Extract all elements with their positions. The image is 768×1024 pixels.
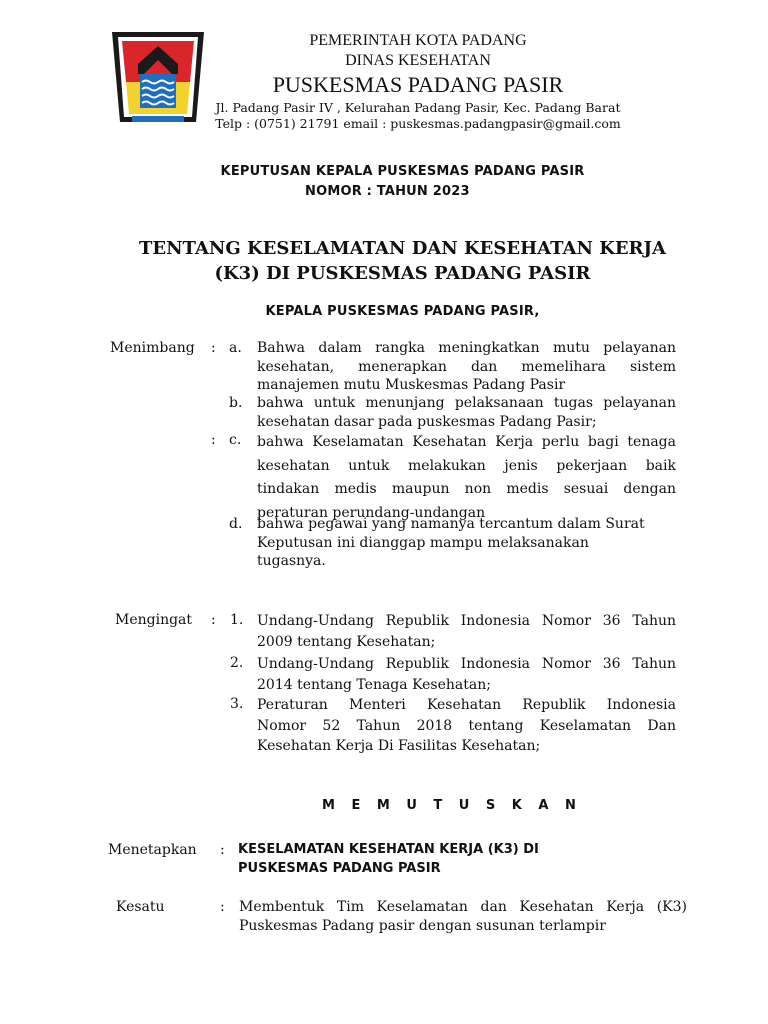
kesatu-colon: : [220, 899, 225, 915]
text-line: 2009 tentang Kesehatan; [257, 633, 436, 650]
decree-number: NOMOR : TAHUN 2023 [305, 184, 470, 199]
kesatu-content [239, 898, 687, 935]
text-line: kesehatan, menerapkan dan memelihara sistem [257, 358, 676, 375]
text-line: kesehatan dasar pada puskesmas Padang Pasir; [257, 413, 597, 430]
text-line: Keputusan ini dianggap mampu melaksanakan [257, 534, 589, 551]
menimbang-item-b [257, 394, 676, 431]
letterhead-line1: PEMERINTAH KOTA PADANG [309, 32, 527, 49]
menimbang-item-d [257, 515, 676, 571]
text-line: Kesehatan Kerja Di Fasilitas Kesehatan; [257, 738, 541, 754]
issuer-heading: KEPALA PUSKESMAS PADANG PASIR, [265, 304, 540, 319]
menimbang-marker-b: b. [229, 395, 243, 411]
mengingat-marker-3: 3. [230, 696, 244, 712]
letterhead-line2: DINAS KESEHATAN [345, 52, 491, 69]
city-logo [110, 30, 206, 128]
letterhead-contact: Telp : (0751) 21791 email : puskesmas.padangpasir@gmail.com [215, 116, 621, 131]
text-line: tugasnya. [257, 553, 326, 569]
text-line: tindakan medis maupun non medis sesuai dengan [257, 481, 676, 497]
menimbang-marker-a: a. [229, 340, 242, 356]
text-line: Membentuk Tim Keselamatan dan Kesehatan Kerja (K3) [239, 899, 687, 915]
decree-title-line2: (K3) DI PUSKESMAS PADANG PASIR [214, 263, 591, 284]
mengingat-item-3 [257, 695, 676, 757]
mengingat-marker-2: 2. [230, 655, 244, 671]
menetapkan-content [238, 840, 539, 878]
menimbang-item-a [257, 339, 676, 395]
text-line: peraturan perundang-undangan [257, 504, 486, 521]
mengingat-colon: : [211, 612, 216, 628]
text-line: PUSKESMAS PADANG PASIR [238, 861, 441, 876]
menimbang-marker-d: d. [229, 516, 243, 532]
menimbang-colon: : [211, 340, 216, 356]
text-line: manajemen mutu Muskesmas Padang Pasir [257, 377, 566, 393]
text-line: Undang-Undang Republik Indonesia Nomor 36 Tahun [257, 656, 676, 672]
mengingat-label: Mengingat [115, 612, 193, 628]
menimbang-colon-c: : [211, 432, 216, 448]
menimbang-label: Menimbang [110, 340, 195, 356]
mengingat-item-1 [257, 611, 676, 652]
text-line: bahwa Keselamatan Kesehatan Kerja perlu bagi tenaga [257, 434, 676, 450]
text-line: kesehatan untuk melakukan jenis pekerjaan baik [257, 457, 676, 474]
text-line: Nomor 52 Tahun 2018 tentang Keselamatan Dan [257, 717, 676, 734]
text-line: Bahwa dalam rangka meningkatkan mutu pelayanan [257, 340, 676, 356]
memutuskan-heading: M E M U T U S K A N [322, 798, 582, 813]
text-line: bahwa pegawai yang namanya tercantum dalam Surat [257, 516, 645, 532]
mengingat-item-2 [257, 654, 676, 695]
text-line: Peraturan Menteri Kesehatan Republik Indonesia [257, 697, 676, 713]
text-line: KESELAMATAN KESEHATAN KERJA (K3) DI [238, 842, 539, 857]
menimbang-item-c [257, 431, 676, 525]
text-line: bahwa untuk menunjang pelaksanaan tugas pelayanan [257, 395, 676, 411]
decree-heading: KEPUTUSAN KEPALA PUSKESMAS PADANG PASIR [220, 164, 585, 179]
kesatu-label: Kesatu [116, 899, 165, 915]
letterhead-institution: PUSKESMAS PADANG PASIR [272, 72, 564, 97]
menetapkan-colon: : [220, 842, 225, 858]
padang-emblem-icon [110, 30, 206, 128]
menetapkan-label: Menetapkan [108, 842, 197, 858]
menimbang-marker-c: c. [229, 432, 242, 448]
text-line: 2014 tentang Tenaga Kesehatan; [257, 676, 491, 693]
text-line: Undang-Undang Republik Indonesia Nomor 36 Tahun [257, 613, 676, 629]
mengingat-marker-1: 1. [230, 612, 244, 628]
decree-title-line1: TENTANG KESELAMATAN DAN KESEHATAN KERJA [138, 238, 666, 259]
text-line: Puskesmas Padang pasir dengan susunan terlampir [239, 917, 606, 934]
letterhead-address: Jl. Padang Pasir IV , Kelurahan Padang Pasir, Kec. Padang Barat [215, 100, 621, 115]
